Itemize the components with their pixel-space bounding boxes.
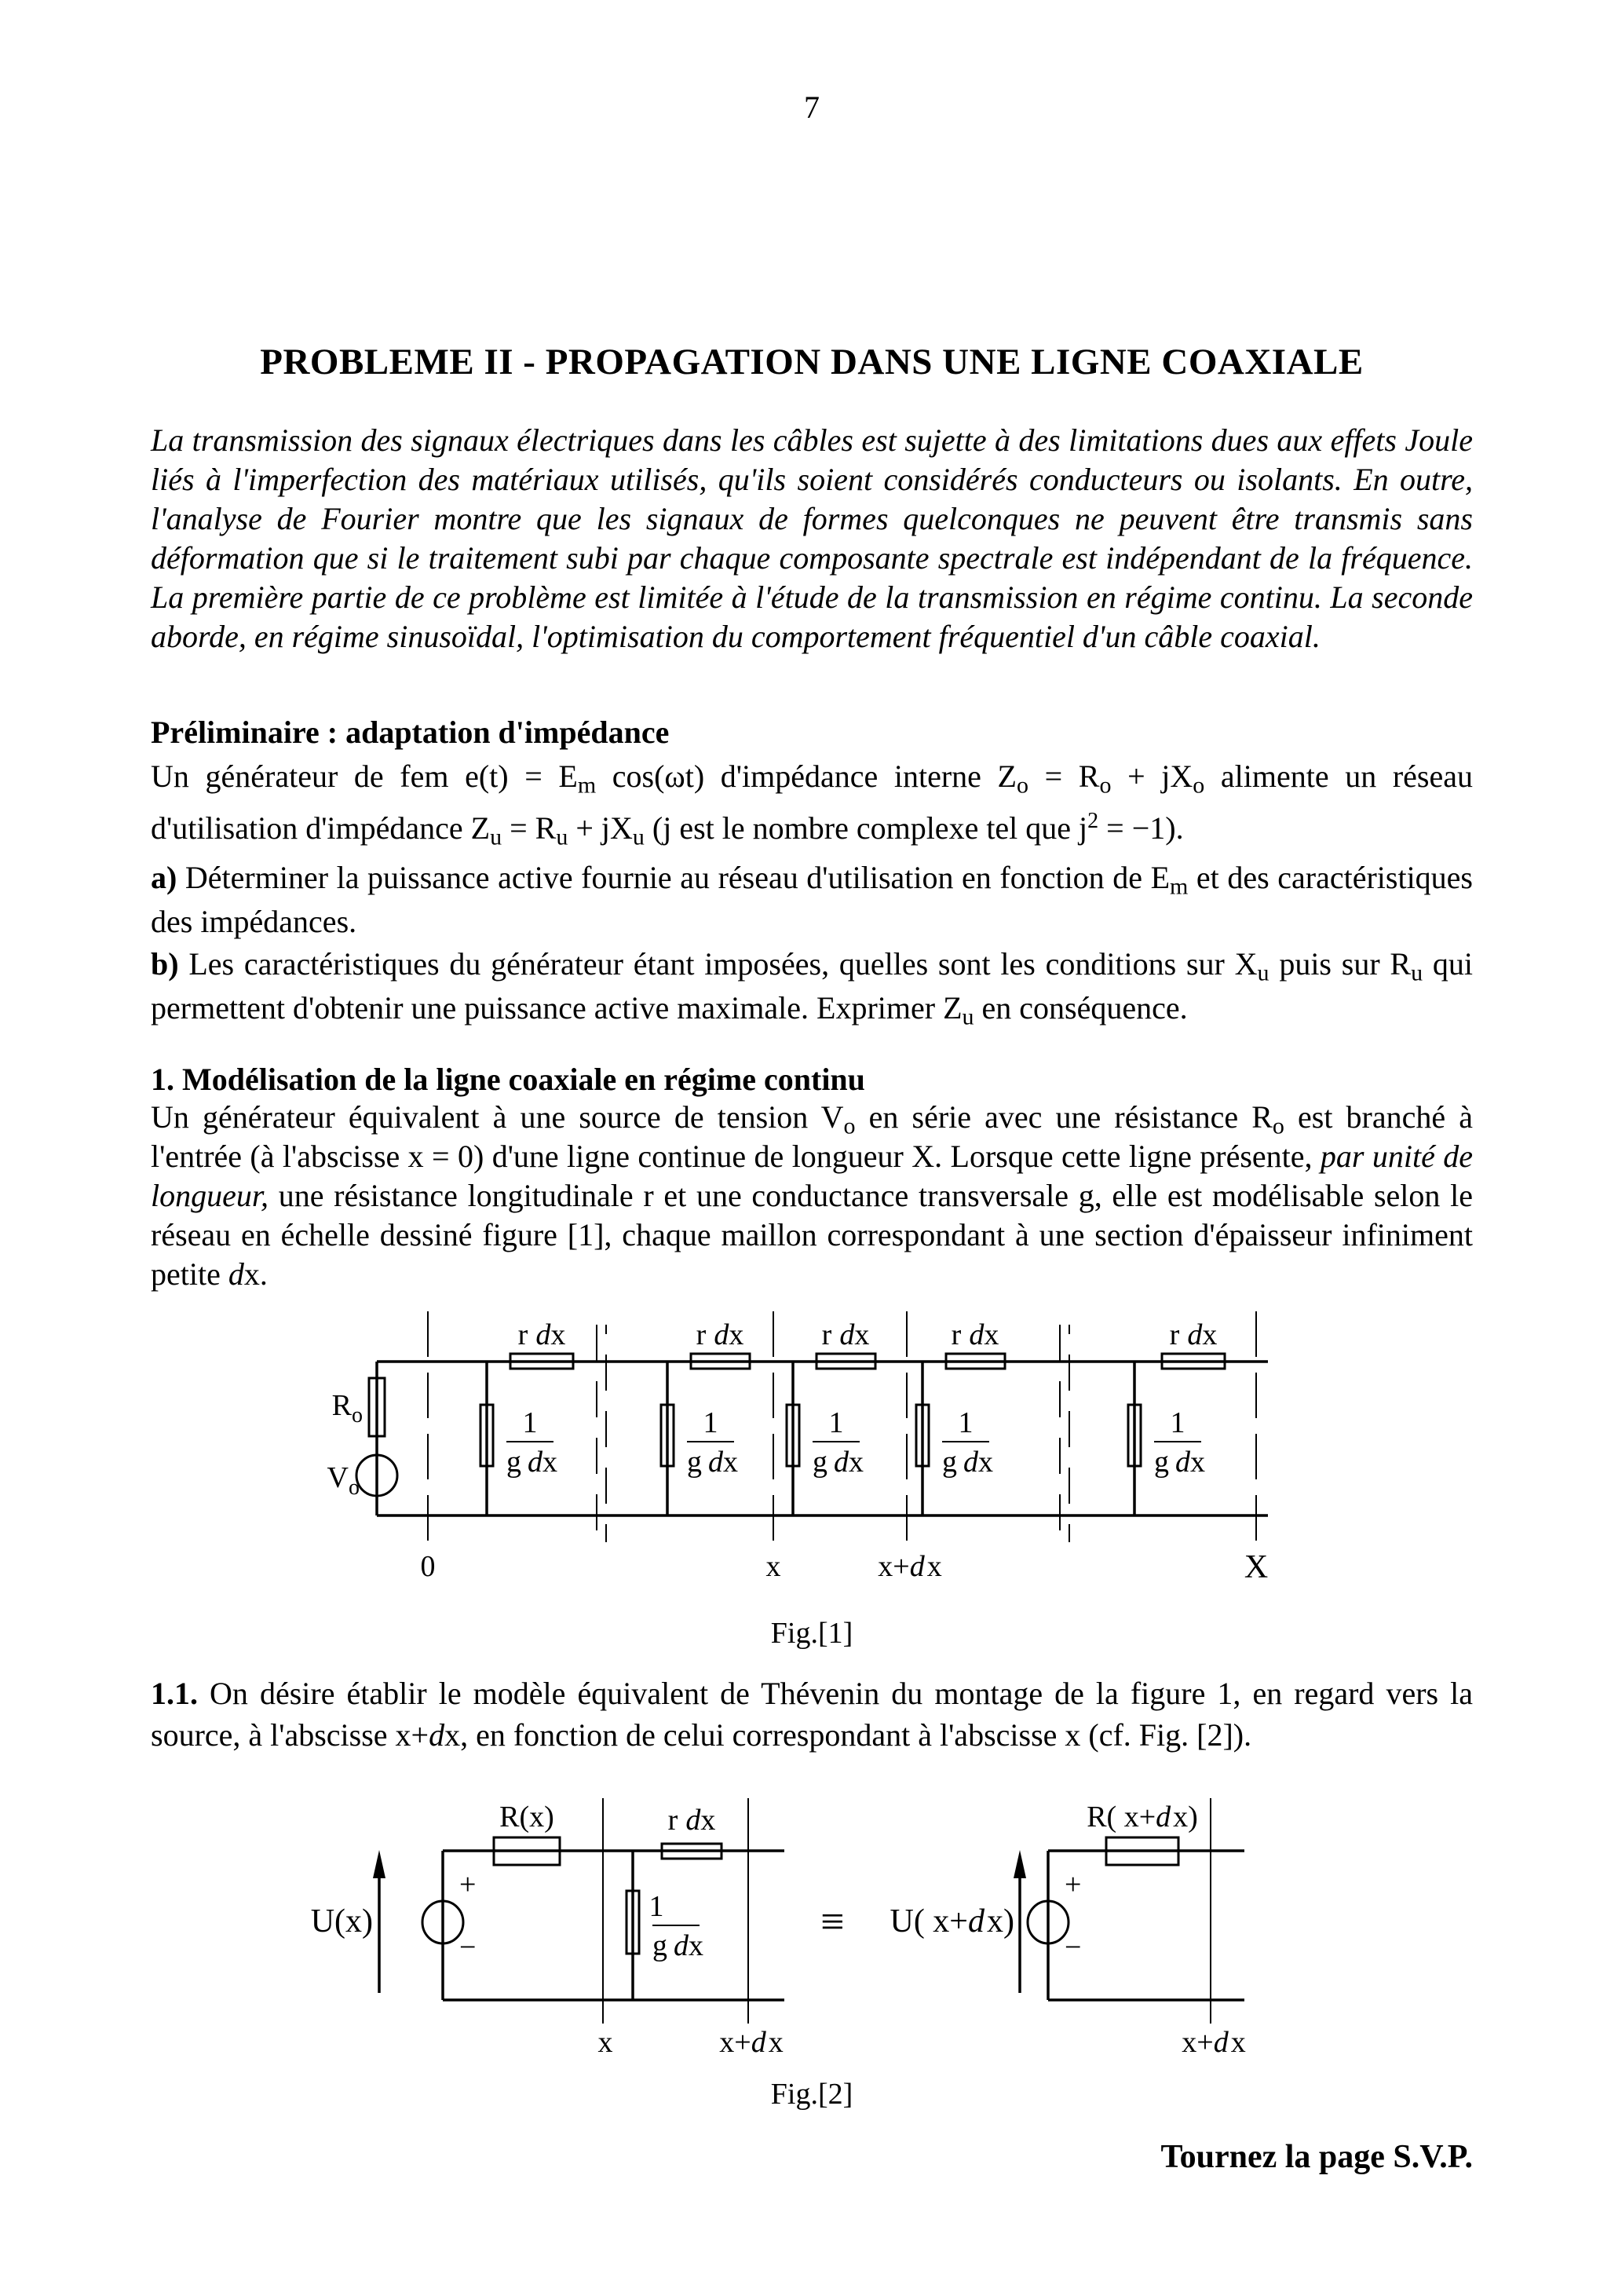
axis-label-xdx: x+dx <box>719 2026 784 2059</box>
label-Rxdx: R( x+dx) <box>1087 1801 1198 1834</box>
turn-page-notice: Tournez la page S.V.P. <box>1160 2139 1473 2175</box>
question-b: b) Les caractéristiques du générateur étant imposées, quelles sont les conditions sur $X_u$ puis sur $R_u$ qui permettent d'obtenir une puissance active maximale. Exprimer $Z_u$ en conséquence. <box>151 946 1473 1030</box>
label-frac-den: g dx <box>813 1446 864 1479</box>
question-1-1: 1.1. On désire établir le modèle équivalent de Thévenin du montage de la figure 1, en regard vers la source, à l'abscisse x+dx, en fonction de celui correspondant à l'abscisse x (cf. Fig. [2]). <box>151 1676 1473 1753</box>
label-minus: − <box>459 1931 477 1964</box>
ladder-cell <box>1128 1318 1225 1515</box>
label-rdx: r dx <box>1169 1318 1218 1351</box>
label-Ux: U(x) <box>310 1903 373 1940</box>
fig1-ladder-network-diagram <box>298 1305 1288 1585</box>
axis-label-xdx: x+dx <box>1182 2026 1246 2059</box>
axis-label-xdx: x+dx <box>878 1550 942 1583</box>
label-frac-den: g dx <box>942 1446 993 1479</box>
ladder-cell <box>787 1318 875 1515</box>
label-frac-den: g dx <box>1154 1446 1205 1479</box>
label-frac-den: g dx <box>506 1446 557 1479</box>
label-rdx: r dx <box>951 1318 999 1351</box>
equivalence-symbol: ≡ <box>820 1898 845 1945</box>
label-frac-num: 1 <box>703 1406 718 1439</box>
axis-label-x: x <box>597 2026 613 2059</box>
fig1-caption: Fig.[1] <box>770 1617 853 1650</box>
fig2-caption: Fig.[2] <box>770 2078 853 2111</box>
question-a: a) Déterminer la puissance active fournie au réseau d'utilisation en fonction de $E_m$ et des caractéristiques des impédances. <box>151 860 1474 939</box>
axis-label-x: x <box>765 1550 781 1583</box>
fig2-thevenin-equivalence-diagram <box>310 1790 1272 2059</box>
axis-label-0: 0 <box>420 1550 436 1583</box>
label-Uxdx: U( x+dx) <box>890 1903 1014 1940</box>
label-plus: + <box>1065 1868 1082 1901</box>
heading-preliminaire: Préliminaire : adaptation d'impédance <box>151 715 670 750</box>
label-minus: − <box>1065 1931 1082 1964</box>
label-frac-num: 1 <box>1170 1406 1185 1439</box>
problem-title: PROBLEME II - PROPAGATION DANS UNE LIGNE COAXIALE <box>260 342 1364 382</box>
fig2-right-circuit <box>890 1798 1245 2059</box>
label-Vo: $V_o$ <box>327 1461 360 1500</box>
fig1-source-branch <box>327 1362 397 1515</box>
fig2-left-circuit <box>311 1798 784 2059</box>
heading-section-1: 1. Modélisation de la ligne coaxiale en régime continu <box>151 1062 865 1097</box>
preliminaire-paragraph: Un générateur de fem $e(t) = E_m$ cos(ωt) d'impédance interne $Z_o = R_o + jX_o$ alimente un réseau d'utilisation d'impédance $Z_u = R_u + jX_u$ (j est le nombre complexe tel que $j^2 = -1$). <box>151 759 1473 850</box>
ladder-cell <box>480 1318 573 1515</box>
label-plus: + <box>459 1868 477 1901</box>
label-Ro: $R_o$ <box>331 1389 363 1428</box>
label-rdx: r dx <box>517 1318 566 1351</box>
ladder-cell <box>661 1318 750 1515</box>
label-rdx: r dx <box>821 1318 870 1351</box>
label-rdx: r dx <box>667 1804 716 1837</box>
page-number: 7 <box>804 90 820 125</box>
intro-paragraph: La transmission des signaux électriques dans les câbles est sujette à des limitations dues aux effets Joule liés à l'imperfection des matériaux utilisés, qu'ils soient considérés conducteurs ou isolants. En outre, l'analyse de Fourier montre que les signaux de formes quelconques ne peuvent être transmis sans déformation que si le traitement subi par chaque composante spectrale est indépendant de la fréquence. La première partie de ce problème est limitée à l'étude de la transmission en régime continu. La seconde aborde, en régime sinusoïdal, l'optimisation du comportement fréquentiel d'un câble coaxial. <box>151 422 1473 654</box>
ladder-cell <box>916 1318 1005 1515</box>
axis-label-X: X <box>1244 1549 1269 1585</box>
arrow-head-icon <box>373 1850 385 1878</box>
section-1-paragraph: Un générateur équivalent à une source de tension $V_o$ en série avec une résistance $R_o$ est branché à l'entrée (à l'abscisse x = 0) d'une ligne continue de longueur X. Lorsque cette ligne présente, par unité de longueur, une résistance longitudinale r et une conductance transversale g, elle est modélisable selon le réseau en échelle dessiné figure [1], chaque maillon correspondant à une section d'épaisseur infiniment petite dx. <box>151 1099 1474 1292</box>
label-frac-num: 1 <box>828 1406 844 1439</box>
label-frac-num: 1 <box>648 1890 664 1923</box>
label-frac-num: 1 <box>958 1406 974 1439</box>
label-frac-den: g dx <box>687 1446 738 1479</box>
label-frac-den: g dx <box>652 1929 703 1962</box>
label-frac-num: 1 <box>522 1406 538 1439</box>
arrow-head-icon <box>1014 1850 1026 1878</box>
label-Rx: R(x) <box>499 1801 554 1834</box>
label-rdx: r dx <box>696 1318 744 1351</box>
